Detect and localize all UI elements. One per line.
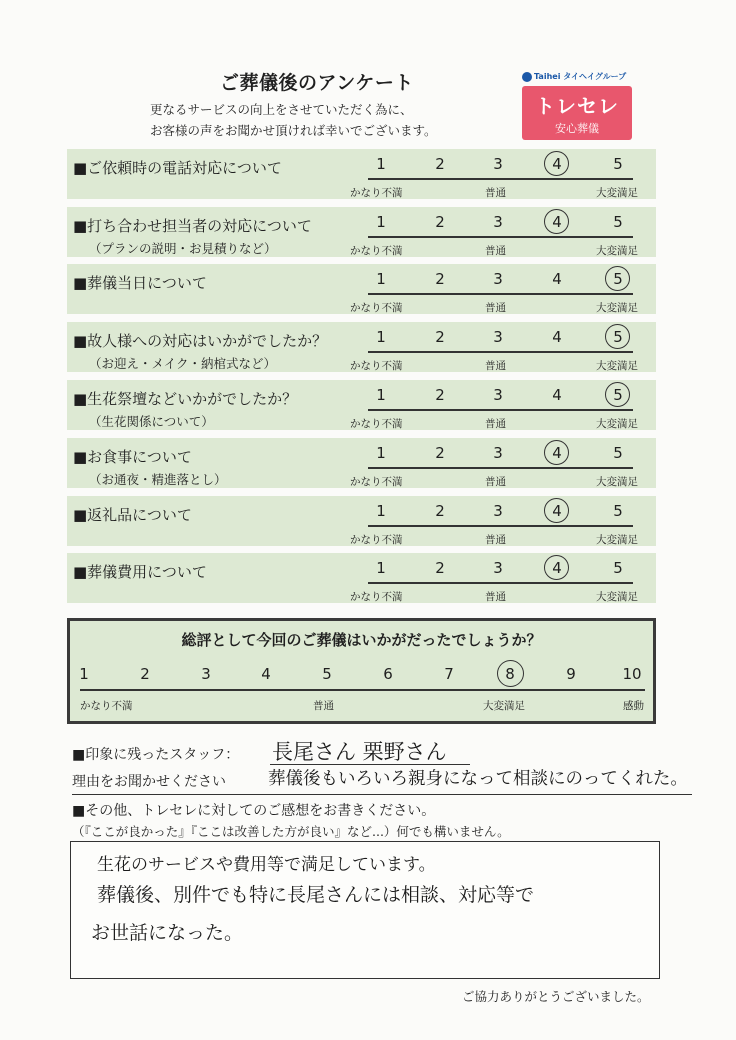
reason-value: 葬儀後もいろいろ親身になって相談にのってくれた。 [268,769,688,789]
overall-option-8[interactable]: 8 [505,665,515,683]
overall-label-low: かなり不満 [80,700,133,712]
question-subtitle: （プランの説明・お見積りなど） [89,241,277,256]
overall-option-2[interactable]: 2 [140,665,150,683]
scale-label-high: 大変満足 [596,302,638,314]
rating-option-1[interactable]: 1 [376,444,386,462]
scale-label-mid: 普通 [485,360,506,372]
scale-label-mid: 普通 [485,476,506,488]
scale-label-high: 大変満足 [596,534,638,546]
overall-option-5[interactable]: 5 [322,665,332,683]
rating-option-1[interactable]: 1 [376,270,386,288]
rating-option-2[interactable]: 2 [435,502,445,520]
other-label: ■その他、トレセレに対してのご感想をお書きください。 [72,803,436,819]
scale-label-high: 大変満足 [596,360,638,372]
rating-option-3[interactable]: 3 [493,559,503,577]
selected-rating-circle [544,555,569,580]
question-title: ■返礼品について [73,506,192,524]
comment-line-3: お世話になった。 [91,922,244,944]
rating-option-2[interactable]: 2 [435,155,445,173]
scale-label-low: かなり不満 [350,187,403,199]
rating-scale-line [368,351,633,353]
scale-label-high: 大変満足 [596,245,638,257]
staff-value: 長尾さん 栗野さん [272,740,447,764]
rating-option-5[interactable]: 5 [613,270,623,288]
brand-logo [522,86,632,140]
rating-option-2[interactable]: 2 [435,559,445,577]
selected-rating-circle [544,151,569,176]
comment-line-1: 生花のサービスや費用等で満足しています。 [97,855,436,875]
rating-scale-line [368,525,633,527]
comment-box [70,841,660,979]
scale-label-low: かなり不満 [350,360,403,372]
question-subtitle: （生花関係について） [89,414,214,429]
rating-option-4[interactable]: 4 [552,213,562,231]
reason-underline [72,794,692,795]
overall-scale-line [80,689,645,691]
overall-rating-box [67,618,656,724]
question-subtitle: （お迎え・メイク・納棺式など） [89,356,277,371]
selected-rating-circle [544,498,569,523]
rating-scale-line [368,582,633,584]
scale-label-mid: 普通 [485,418,506,430]
rating-option-3[interactable]: 3 [493,386,503,404]
question-row [67,264,656,314]
overall-option-10[interactable]: 10 [622,665,642,683]
scale-label-mid: 普通 [485,187,506,199]
rating-option-5[interactable]: 5 [613,559,623,577]
rating-option-4[interactable]: 4 [552,444,562,462]
thanks-text: ご協力ありがとうございました。 [462,989,650,1004]
overall-label-high: 大変満足 [483,700,525,712]
scale-label-low: かなり不満 [350,302,403,314]
selected-rating-circle [605,382,630,407]
overall-option-9[interactable]: 9 [566,665,576,683]
question-subtitle: （お通夜・精進落とし） [89,472,227,487]
rating-option-1[interactable]: 1 [376,502,386,520]
question-title: ■葬儀費用について [73,563,207,581]
scale-label-mid: 普通 [485,302,506,314]
scale-label-low: かなり不満 [350,418,403,430]
scale-label-high: 大変満足 [596,187,638,199]
brand-logo-sub: 安心葬儀 [555,122,599,135]
rating-scale-line [368,293,633,295]
scale-label-low: かなり不満 [350,245,403,257]
rating-scale-line [368,236,633,238]
rating-option-1[interactable]: 1 [376,386,386,404]
rating-option-5[interactable]: 5 [613,386,623,404]
selected-rating-circle [605,324,630,349]
scale-label-high: 大変満足 [596,418,638,430]
rating-option-4[interactable]: 4 [552,502,562,520]
scale-label-mid: 普通 [485,534,506,546]
rating-option-3[interactable]: 3 [493,270,503,288]
rating-option-4[interactable]: 4 [552,270,562,288]
question-title: ■生花祭壇などいかがでしたか？ [73,390,298,408]
rating-option-5[interactable]: 5 [613,502,623,520]
overall-option-6[interactable]: 6 [383,665,393,683]
overall-title: 総評として今回のご葬儀はいかがだったでしょうか？ [181,631,542,649]
scale-label-low: かなり不満 [350,476,403,488]
rating-option-2[interactable]: 2 [435,270,445,288]
other-hint: （『ここが良かった』『ここは改善した方が良い』など...）何でも構いません。 [72,824,510,839]
rating-option-4[interactable]: 4 [552,328,562,346]
rating-scale-line [368,467,633,469]
rating-option-4[interactable]: 4 [552,386,562,404]
rating-option-5[interactable]: 5 [613,213,623,231]
comment-line-2: 葬儀後、別件でも特に長尾さんには相談、対応等で [97,884,535,906]
scale-label-mid: 普通 [485,591,506,603]
scale-label-high: 大変満足 [596,476,638,488]
brand-logo-main: トレセレ [535,94,619,118]
overall-option-7[interactable]: 7 [444,665,454,683]
rating-scale-line [368,178,633,180]
rating-option-4[interactable]: 4 [552,155,562,173]
rating-option-2[interactable]: 2 [435,386,445,404]
question-title: ■打ち合わせ担当者の対応について [73,217,312,235]
question-row [67,496,656,546]
group-logo-text: Taihei タイヘイグループ [534,72,627,81]
question-title: ■ご依頼時の電話対応について [73,159,282,177]
survey-title: ご葬儀後のアンケート [220,72,414,94]
question-row [67,207,656,257]
staff-label: ■印象に残ったスタッフ： [72,747,240,763]
selected-rating-circle [544,440,569,465]
question-title: ■故人様への対応はいかがでしたか？ [73,332,328,350]
question-title: ■葬儀当日について [73,274,207,292]
rating-option-5[interactable]: 5 [613,155,623,173]
rating-option-1[interactable]: 1 [376,155,386,173]
selected-rating-circle [605,266,630,291]
rating-option-5[interactable]: 5 [613,328,623,346]
rating-scale-line [368,409,633,411]
rating-option-4[interactable]: 4 [552,559,562,577]
question-title: ■お食事について [73,448,192,466]
rating-option-3[interactable]: 3 [493,502,503,520]
rating-option-3[interactable]: 3 [493,213,503,231]
group-logo [522,71,626,82]
rating-option-1[interactable]: 1 [376,328,386,346]
taihei-logo-icon [522,72,532,82]
overall-selected-circle [497,660,524,687]
rating-option-1[interactable]: 1 [376,559,386,577]
intro-line-1: 更なるサービスの向上をさせていただく為に、 [150,102,413,117]
rating-option-5[interactable]: 5 [613,444,623,462]
scale-label-mid: 普通 [485,245,506,257]
scale-label-high: 大変満足 [596,591,638,603]
rating-option-3[interactable]: 3 [493,155,503,173]
question-row [67,553,656,603]
overall-option-3[interactable]: 3 [201,665,211,683]
overall-option-4[interactable]: 4 [261,665,271,683]
rating-option-3[interactable]: 3 [493,444,503,462]
rating-option-3[interactable]: 3 [493,328,503,346]
question-row [67,438,656,488]
reason-label: 理由をお聞かせください [72,774,226,790]
question-row [67,322,656,372]
rating-option-1[interactable]: 1 [376,213,386,231]
rating-option-2[interactable]: 2 [435,328,445,346]
overall-option-1[interactable]: 1 [79,665,89,683]
question-row [67,149,656,199]
rating-option-2[interactable]: 2 [435,213,445,231]
scale-label-low: かなり不満 [350,534,403,546]
selected-rating-circle [544,209,569,234]
question-row [67,380,656,430]
overall-label-top: 感動 [623,700,644,712]
scale-label-low: かなり不満 [350,591,403,603]
rating-option-2[interactable]: 2 [435,444,445,462]
overall-label-mid: 普通 [313,700,334,712]
intro-line-2: お客様の声をお聞かせ頂ければ幸いでございます。 [150,123,437,138]
